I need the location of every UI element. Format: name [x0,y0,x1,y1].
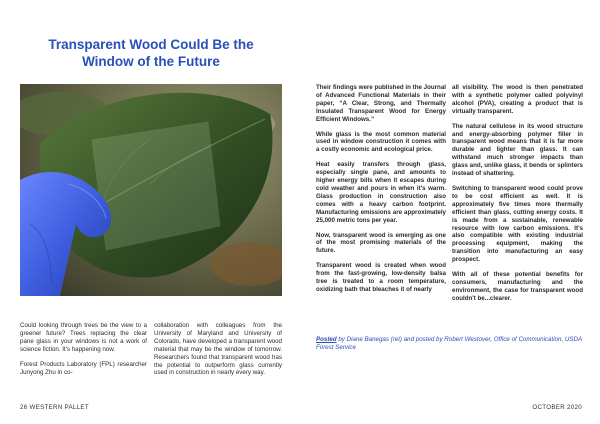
article-photo [20,84,282,296]
paragraph: Switching to transparent wood could prove to be cost efficient as well. It is approximately five times more thermally efficient than glass, cutting energy costs. It is made from a sustainable, renewable resource with low carbon emissions. It's also compatible with existing industrial processing equipment, making the transition into manufacturing an easy prospect. [452,184,583,264]
author-credit [316,336,583,352]
paragraph: The natural cellulose in its wood structure and energy-absorbing polymer filler in transparent wood means that it is far more durable and lighter than glass. It can withstand much stronger impacts than glass and, unlike glass, it bends or splinters instead of shattering. [452,122,583,178]
right-page [300,0,600,424]
paragraph: Now, transparent wood is emerging as one of the most promising materials of the future. [316,231,446,255]
left-column-2 [154,322,282,377]
footer-left: 26 WESTERN PALLET [20,404,89,411]
paragraph: Could looking through trees be the view to a greener future? Trees replacing the clear pane glass in your windows is not a work of science fiction. It's happening now. [20,322,147,353]
paragraph: Their findings were published in the Journal of Advanced Functional Materials in their paper, “A Clear, Strong, and Thermally Insulated Transparent Wood for Energy Efficient Windows.” [316,84,446,123]
footer-right: OCTOBER 2020 [532,404,582,411]
paragraph: Heat easily transfers through glass, especially single pane, and amounts to higher energy bills when it escapes during cold weather and pours in when it's warm. Glass production in construction also comes with a heavy carbon footprint. Manufacturing emissions are approximately 25,000 metric tons per year. [316,161,446,224]
right-column-1 [316,84,446,294]
paragraph: With all of these potential benefits for consumers, manufacturing and the environment, the case for transparent wood couldn't be...clearer. [452,271,583,302]
credit-posted-link[interactable]: Posted [316,336,337,343]
article-title [20,36,282,70]
right-column-2 [452,84,583,303]
left-column-1 [20,322,147,376]
paragraph: While glass is the most common material used in window construction it comes with a costly economic and ecological price. [316,130,446,154]
credit-text: by Diane Banegas (ret) and posted by Robert Westover, Office of Communication, USDA Forest Service [316,336,582,351]
title-line-2: Window of the Future [82,54,220,69]
paragraph: collaboration with colleagues from the University of Maryland and University of Colorado, have developed a transparent wood material that may be the window of tomorrow. Researchers found that transparent wood has the potential to outperform glass currently used in construction in nearly every way. [154,322,282,377]
paragraph: Forest Products Laboratory (FPL) researcher Junyong Zhu in co- [20,360,147,376]
paragraph: all visibility. The wood is then penetrated with a synthetic polymer called polyvinyl alcohol (PVA), creating a product that is virtually transparent. [452,84,583,115]
title-line-1: Transparent Wood Could Be the [48,37,254,52]
transparent-wood-photo [20,84,282,296]
paragraph: Transparent wood is created when wood from the fast-growing, low-density balsa tree is treated to a room temperature, oxidizing bath that bleaches it of nearly [316,262,446,293]
